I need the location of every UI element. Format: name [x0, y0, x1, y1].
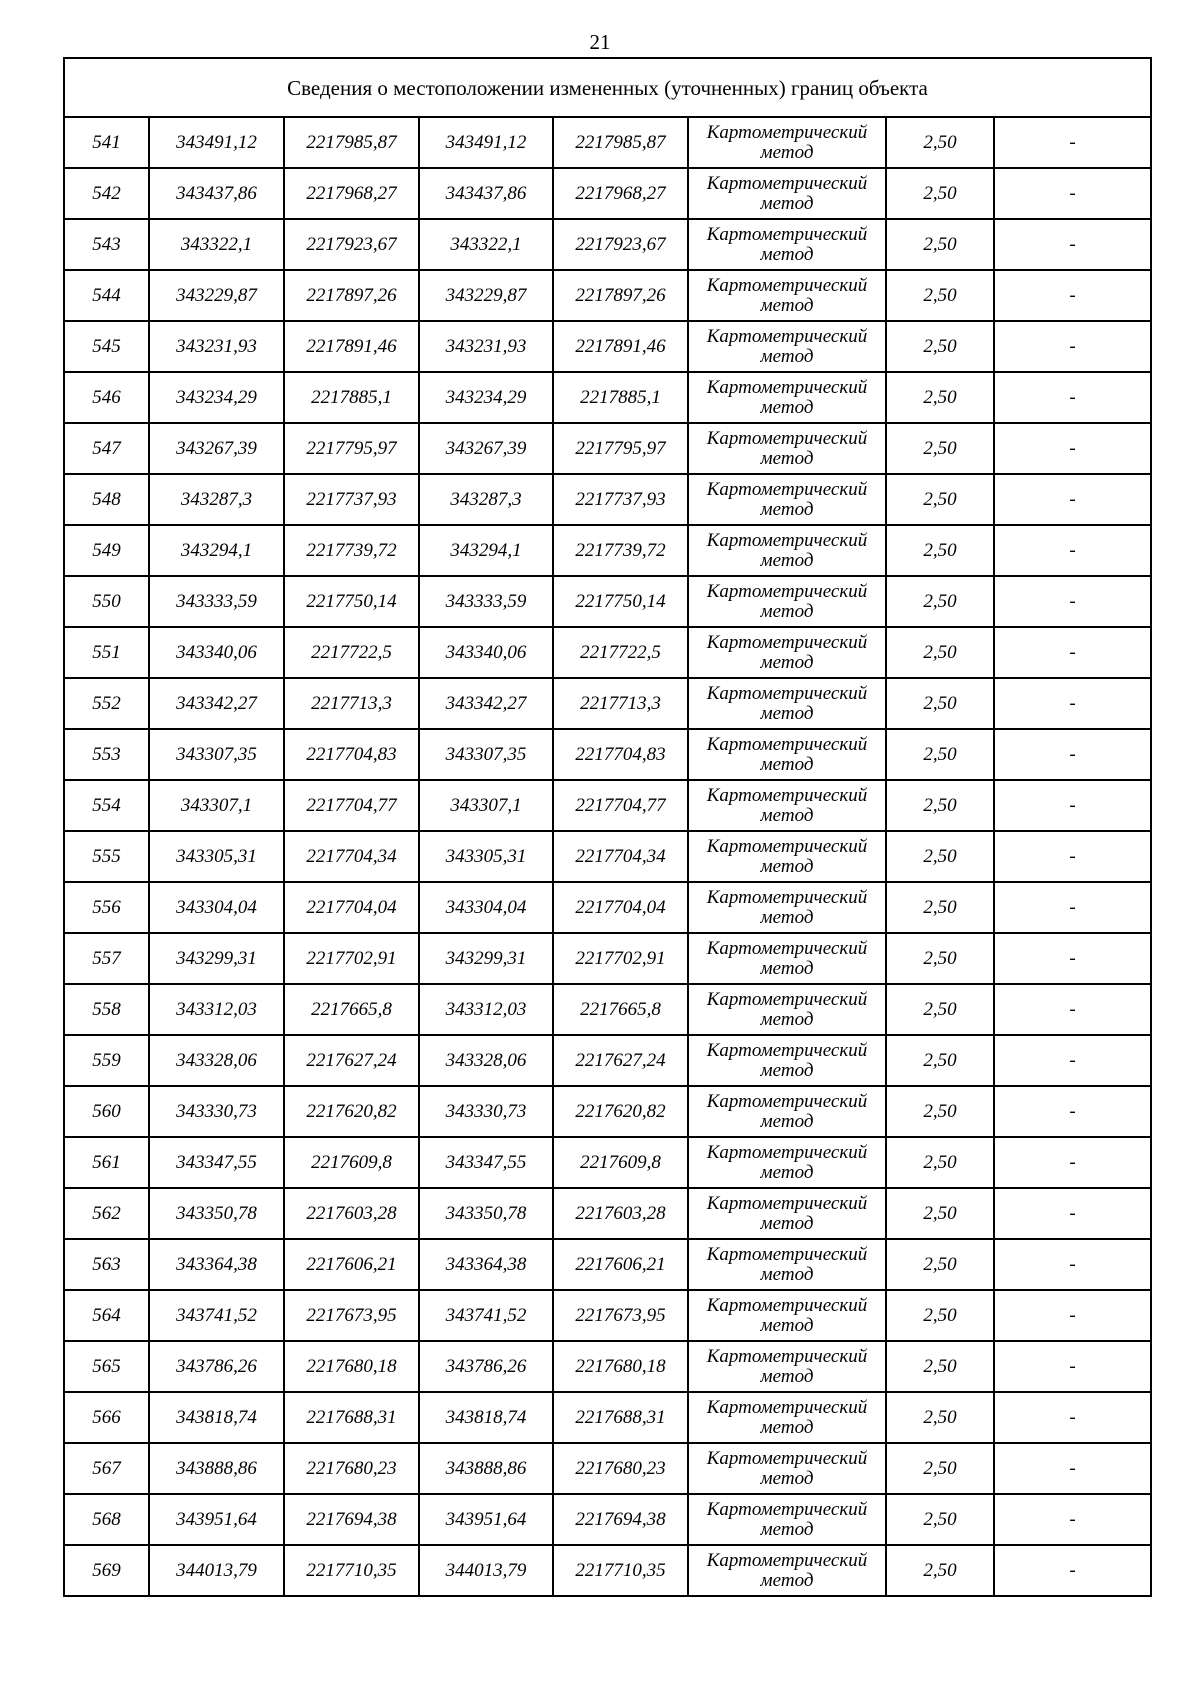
- method-cell: Картометрический метод: [688, 474, 886, 525]
- refined-x-cell: 343437,86: [419, 168, 553, 219]
- accuracy-cell: 2,50: [886, 1137, 994, 1188]
- existing-y-cell: 2217704,77: [284, 780, 419, 831]
- accuracy-cell: 2,50: [886, 933, 994, 984]
- point-number-cell: 548: [64, 474, 149, 525]
- method-cell: Картометрический метод: [688, 1290, 886, 1341]
- table-title: Сведения о местоположении измененных (уточненных) границ объекта: [64, 58, 1151, 117]
- table-row: [64, 576, 1151, 627]
- refined-y-cell: 2217680,23: [553, 1443, 688, 1494]
- description-cell: -: [994, 882, 1151, 933]
- existing-x-cell: 343340,06: [149, 627, 284, 678]
- refined-x-cell: 343229,87: [419, 270, 553, 321]
- table-row: [64, 219, 1151, 270]
- method-cell: Картометрический метод: [688, 1239, 886, 1290]
- refined-x-cell: 343786,26: [419, 1341, 553, 1392]
- point-number-cell: 566: [64, 1392, 149, 1443]
- table-row: [64, 423, 1151, 474]
- existing-y-cell: 2217680,23: [284, 1443, 419, 1494]
- refined-y-cell: 2217609,8: [553, 1137, 688, 1188]
- method-cell: Картометрический метод: [688, 1392, 886, 1443]
- existing-x-cell: 343304,04: [149, 882, 284, 933]
- accuracy-cell: 2,50: [886, 423, 994, 474]
- table-row: [64, 372, 1151, 423]
- point-number-cell: 545: [64, 321, 149, 372]
- accuracy-cell: 2,50: [886, 780, 994, 831]
- refined-x-cell: 343294,1: [419, 525, 553, 576]
- refined-y-cell: 2217606,21: [553, 1239, 688, 1290]
- method-cell: Картометрический метод: [688, 423, 886, 474]
- refined-y-cell: 2217923,67: [553, 219, 688, 270]
- point-number-cell: 543: [64, 219, 149, 270]
- description-cell: -: [994, 117, 1151, 168]
- table-row: [64, 1443, 1151, 1494]
- existing-y-cell: 2217606,21: [284, 1239, 419, 1290]
- existing-y-cell: 2217897,26: [284, 270, 419, 321]
- refined-x-cell: 343350,78: [419, 1188, 553, 1239]
- description-cell: -: [994, 168, 1151, 219]
- existing-x-cell: 343786,26: [149, 1341, 284, 1392]
- accuracy-cell: 2,50: [886, 474, 994, 525]
- accuracy-cell: 2,50: [886, 321, 994, 372]
- method-cell: Картометрический метод: [688, 525, 886, 576]
- accuracy-cell: 2,50: [886, 525, 994, 576]
- description-cell: -: [994, 1341, 1151, 1392]
- accuracy-cell: 2,50: [886, 1545, 994, 1596]
- table-row: [64, 627, 1151, 678]
- accuracy-cell: 2,50: [886, 168, 994, 219]
- point-number-cell: 560: [64, 1086, 149, 1137]
- existing-y-cell: 2217750,14: [284, 576, 419, 627]
- accuracy-cell: 2,50: [886, 729, 994, 780]
- refined-y-cell: 2217620,82: [553, 1086, 688, 1137]
- existing-x-cell: 343294,1: [149, 525, 284, 576]
- existing-x-cell: 343322,1: [149, 219, 284, 270]
- description-cell: -: [994, 474, 1151, 525]
- point-number-cell: 544: [64, 270, 149, 321]
- existing-y-cell: 2217609,8: [284, 1137, 419, 1188]
- refined-x-cell: 343299,31: [419, 933, 553, 984]
- existing-y-cell: 2217885,1: [284, 372, 419, 423]
- refined-y-cell: 2217627,24: [553, 1035, 688, 1086]
- existing-x-cell: 343234,29: [149, 372, 284, 423]
- table-row: [64, 1137, 1151, 1188]
- point-number-cell: 542: [64, 168, 149, 219]
- refined-x-cell: 343330,73: [419, 1086, 553, 1137]
- method-cell: Картометрический метод: [688, 933, 886, 984]
- refined-x-cell: 343307,35: [419, 729, 553, 780]
- point-number-cell: 541: [64, 117, 149, 168]
- accuracy-cell: 2,50: [886, 1239, 994, 1290]
- existing-y-cell: 2217704,04: [284, 882, 419, 933]
- description-cell: -: [994, 780, 1151, 831]
- point-number-cell: 564: [64, 1290, 149, 1341]
- table-row: [64, 831, 1151, 882]
- method-cell: Картометрический метод: [688, 321, 886, 372]
- description-cell: -: [994, 627, 1151, 678]
- table-row: [64, 1392, 1151, 1443]
- refined-x-cell: 344013,79: [419, 1545, 553, 1596]
- refined-y-cell: 2217704,83: [553, 729, 688, 780]
- accuracy-cell: 2,50: [886, 984, 994, 1035]
- point-number-cell: 561: [64, 1137, 149, 1188]
- page-number: 21: [589, 30, 611, 54]
- refined-y-cell: 2217680,18: [553, 1341, 688, 1392]
- refined-y-cell: 2217897,26: [553, 270, 688, 321]
- accuracy-cell: 2,50: [886, 1188, 994, 1239]
- accuracy-cell: 2,50: [886, 1035, 994, 1086]
- refined-x-cell: 343364,38: [419, 1239, 553, 1290]
- accuracy-cell: 2,50: [886, 1086, 994, 1137]
- existing-y-cell: 2217722,5: [284, 627, 419, 678]
- table-row: [64, 321, 1151, 372]
- refined-y-cell: 2217713,3: [553, 678, 688, 729]
- existing-x-cell: 343818,74: [149, 1392, 284, 1443]
- method-cell: Картометрический метод: [688, 627, 886, 678]
- existing-y-cell: 2217985,87: [284, 117, 419, 168]
- existing-y-cell: 2217688,31: [284, 1392, 419, 1443]
- description-cell: -: [994, 1086, 1151, 1137]
- point-number-cell: 558: [64, 984, 149, 1035]
- accuracy-cell: 2,50: [886, 1341, 994, 1392]
- table-row: [64, 117, 1151, 168]
- description-cell: -: [994, 1545, 1151, 1596]
- existing-y-cell: 2217680,18: [284, 1341, 419, 1392]
- refined-x-cell: 343340,06: [419, 627, 553, 678]
- refined-y-cell: 2217673,95: [553, 1290, 688, 1341]
- method-cell: Картометрический метод: [688, 882, 886, 933]
- existing-y-cell: 2217673,95: [284, 1290, 419, 1341]
- existing-y-cell: 2217795,97: [284, 423, 419, 474]
- point-number-cell: 549: [64, 525, 149, 576]
- table-row: [64, 1290, 1151, 1341]
- point-number-cell: 554: [64, 780, 149, 831]
- table-row: [64, 525, 1151, 576]
- table-body: [64, 117, 1151, 1596]
- table-row: [64, 1341, 1151, 1392]
- accuracy-cell: 2,50: [886, 1290, 994, 1341]
- existing-x-cell: 343350,78: [149, 1188, 284, 1239]
- method-cell: Картометрический метод: [688, 678, 886, 729]
- table-row: [64, 1494, 1151, 1545]
- accuracy-cell: 2,50: [886, 1392, 994, 1443]
- table-row: [64, 1239, 1151, 1290]
- description-cell: -: [994, 576, 1151, 627]
- refined-x-cell: 343287,3: [419, 474, 553, 525]
- point-number-cell: 551: [64, 627, 149, 678]
- existing-x-cell: 343330,73: [149, 1086, 284, 1137]
- refined-y-cell: 2217750,14: [553, 576, 688, 627]
- description-cell: -: [994, 678, 1151, 729]
- method-cell: Картометрический метод: [688, 1494, 886, 1545]
- table-row: [64, 882, 1151, 933]
- accuracy-cell: 2,50: [886, 1494, 994, 1545]
- method-cell: Картометрический метод: [688, 219, 886, 270]
- refined-y-cell: 2217795,97: [553, 423, 688, 474]
- accuracy-cell: 2,50: [886, 576, 994, 627]
- table-row: [64, 1035, 1151, 1086]
- method-cell: Картометрический метод: [688, 168, 886, 219]
- refined-x-cell: 343333,59: [419, 576, 553, 627]
- existing-x-cell: 343491,12: [149, 117, 284, 168]
- refined-y-cell: 2217739,72: [553, 525, 688, 576]
- point-number-cell: 552: [64, 678, 149, 729]
- table-row: [64, 1188, 1151, 1239]
- table-row: [64, 984, 1151, 1035]
- description-cell: -: [994, 831, 1151, 882]
- description-cell: -: [994, 984, 1151, 1035]
- refined-y-cell: 2217704,04: [553, 882, 688, 933]
- accuracy-cell: 2,50: [886, 372, 994, 423]
- existing-x-cell: 343231,93: [149, 321, 284, 372]
- point-number-cell: 547: [64, 423, 149, 474]
- refined-x-cell: 343342,27: [419, 678, 553, 729]
- point-number-cell: 563: [64, 1239, 149, 1290]
- refined-y-cell: 2217665,8: [553, 984, 688, 1035]
- existing-x-cell: 343333,59: [149, 576, 284, 627]
- existing-x-cell: 343267,39: [149, 423, 284, 474]
- description-cell: -: [994, 1443, 1151, 1494]
- existing-x-cell: 343287,3: [149, 474, 284, 525]
- existing-y-cell: 2217891,46: [284, 321, 419, 372]
- refined-y-cell: 2217704,77: [553, 780, 688, 831]
- description-cell: -: [994, 525, 1151, 576]
- description-cell: -: [994, 1290, 1151, 1341]
- existing-y-cell: 2217704,34: [284, 831, 419, 882]
- accuracy-cell: 2,50: [886, 882, 994, 933]
- refined-x-cell: 343267,39: [419, 423, 553, 474]
- existing-x-cell: 343307,35: [149, 729, 284, 780]
- table-row: [64, 270, 1151, 321]
- refined-y-cell: 2217710,35: [553, 1545, 688, 1596]
- refined-y-cell: 2217722,5: [553, 627, 688, 678]
- existing-x-cell: 343312,03: [149, 984, 284, 1035]
- existing-y-cell: 2217739,72: [284, 525, 419, 576]
- refined-y-cell: 2217688,31: [553, 1392, 688, 1443]
- point-number-cell: 546: [64, 372, 149, 423]
- existing-y-cell: 2217603,28: [284, 1188, 419, 1239]
- point-number-cell: 556: [64, 882, 149, 933]
- description-cell: -: [994, 372, 1151, 423]
- description-cell: -: [994, 270, 1151, 321]
- existing-x-cell: 343951,64: [149, 1494, 284, 1545]
- method-cell: Картометрический метод: [688, 270, 886, 321]
- point-number-cell: 553: [64, 729, 149, 780]
- table-row: [64, 1545, 1151, 1596]
- refined-x-cell: 343234,29: [419, 372, 553, 423]
- boundary-coordinates-table: [63, 57, 1152, 1597]
- refined-x-cell: 343347,55: [419, 1137, 553, 1188]
- method-cell: Картометрический метод: [688, 576, 886, 627]
- refined-x-cell: 343491,12: [419, 117, 553, 168]
- table-row: [64, 780, 1151, 831]
- refined-y-cell: 2217891,46: [553, 321, 688, 372]
- existing-x-cell: 343437,86: [149, 168, 284, 219]
- existing-x-cell: 343342,27: [149, 678, 284, 729]
- description-cell: -: [994, 1392, 1151, 1443]
- existing-y-cell: 2217737,93: [284, 474, 419, 525]
- existing-x-cell: 343328,06: [149, 1035, 284, 1086]
- refined-x-cell: 343307,1: [419, 780, 553, 831]
- refined-y-cell: 2217704,34: [553, 831, 688, 882]
- description-cell: -: [994, 1035, 1151, 1086]
- refined-x-cell: 343951,64: [419, 1494, 553, 1545]
- table-title-row: [64, 58, 1151, 117]
- existing-y-cell: 2217704,83: [284, 729, 419, 780]
- refined-x-cell: 343304,04: [419, 882, 553, 933]
- accuracy-cell: 2,50: [886, 627, 994, 678]
- description-cell: -: [994, 1137, 1151, 1188]
- refined-y-cell: 2217694,38: [553, 1494, 688, 1545]
- point-number-cell: 559: [64, 1035, 149, 1086]
- table-row: [64, 678, 1151, 729]
- point-number-cell: 567: [64, 1443, 149, 1494]
- point-number-cell: 555: [64, 831, 149, 882]
- description-cell: -: [994, 1494, 1151, 1545]
- refined-x-cell: 343741,52: [419, 1290, 553, 1341]
- method-cell: Картометрический метод: [688, 117, 886, 168]
- existing-y-cell: 2217620,82: [284, 1086, 419, 1137]
- point-number-cell: 569: [64, 1545, 149, 1596]
- description-cell: -: [994, 1188, 1151, 1239]
- method-cell: Картометрический метод: [688, 831, 886, 882]
- accuracy-cell: 2,50: [886, 117, 994, 168]
- refined-x-cell: 343312,03: [419, 984, 553, 1035]
- description-cell: -: [994, 933, 1151, 984]
- existing-y-cell: 2217710,35: [284, 1545, 419, 1596]
- existing-x-cell: 343305,31: [149, 831, 284, 882]
- existing-y-cell: 2217713,3: [284, 678, 419, 729]
- refined-x-cell: 343818,74: [419, 1392, 553, 1443]
- point-number-cell: 557: [64, 933, 149, 984]
- existing-x-cell: 344013,79: [149, 1545, 284, 1596]
- point-number-cell: 568: [64, 1494, 149, 1545]
- method-cell: Картометрический метод: [688, 1086, 886, 1137]
- method-cell: Картометрический метод: [688, 1035, 886, 1086]
- point-number-cell: 565: [64, 1341, 149, 1392]
- existing-x-cell: 343299,31: [149, 933, 284, 984]
- method-cell: Картометрический метод: [688, 1341, 886, 1392]
- table-row: [64, 1086, 1151, 1137]
- method-cell: Картометрический метод: [688, 372, 886, 423]
- existing-y-cell: 2217702,91: [284, 933, 419, 984]
- existing-x-cell: 343347,55: [149, 1137, 284, 1188]
- refined-x-cell: 343322,1: [419, 219, 553, 270]
- description-cell: -: [994, 729, 1151, 780]
- method-cell: Картометрический метод: [688, 1545, 886, 1596]
- accuracy-cell: 2,50: [886, 831, 994, 882]
- refined-y-cell: 2217702,91: [553, 933, 688, 984]
- accuracy-cell: 2,50: [886, 270, 994, 321]
- refined-x-cell: 343328,06: [419, 1035, 553, 1086]
- point-number-cell: 550: [64, 576, 149, 627]
- existing-x-cell: 343364,38: [149, 1239, 284, 1290]
- table-row: [64, 933, 1151, 984]
- existing-y-cell: 2217665,8: [284, 984, 419, 1035]
- method-cell: Картометрический метод: [688, 1443, 886, 1494]
- existing-y-cell: 2217627,24: [284, 1035, 419, 1086]
- accuracy-cell: 2,50: [886, 219, 994, 270]
- method-cell: Картометрический метод: [688, 1137, 886, 1188]
- refined-y-cell: 2217968,27: [553, 168, 688, 219]
- existing-x-cell: 343307,1: [149, 780, 284, 831]
- description-cell: -: [994, 1239, 1151, 1290]
- table-row: [64, 168, 1151, 219]
- method-cell: Картометрический метод: [688, 984, 886, 1035]
- accuracy-cell: 2,50: [886, 1443, 994, 1494]
- refined-x-cell: 343305,31: [419, 831, 553, 882]
- existing-y-cell: 2217968,27: [284, 168, 419, 219]
- existing-x-cell: 343229,87: [149, 270, 284, 321]
- existing-x-cell: 343741,52: [149, 1290, 284, 1341]
- method-cell: Картометрический метод: [688, 729, 886, 780]
- method-cell: Картометрический метод: [688, 780, 886, 831]
- refined-y-cell: 2217603,28: [553, 1188, 688, 1239]
- refined-x-cell: 343231,93: [419, 321, 553, 372]
- refined-y-cell: 2217885,1: [553, 372, 688, 423]
- description-cell: -: [994, 423, 1151, 474]
- existing-x-cell: 343888,86: [149, 1443, 284, 1494]
- accuracy-cell: 2,50: [886, 678, 994, 729]
- existing-y-cell: 2217694,38: [284, 1494, 419, 1545]
- description-cell: -: [994, 321, 1151, 372]
- point-number-cell: 562: [64, 1188, 149, 1239]
- method-cell: Картометрический метод: [688, 1188, 886, 1239]
- description-cell: -: [994, 219, 1151, 270]
- table-row: [64, 474, 1151, 525]
- refined-y-cell: 2217985,87: [553, 117, 688, 168]
- table-row: [64, 729, 1151, 780]
- refined-y-cell: 2217737,93: [553, 474, 688, 525]
- existing-y-cell: 2217923,67: [284, 219, 419, 270]
- refined-x-cell: 343888,86: [419, 1443, 553, 1494]
